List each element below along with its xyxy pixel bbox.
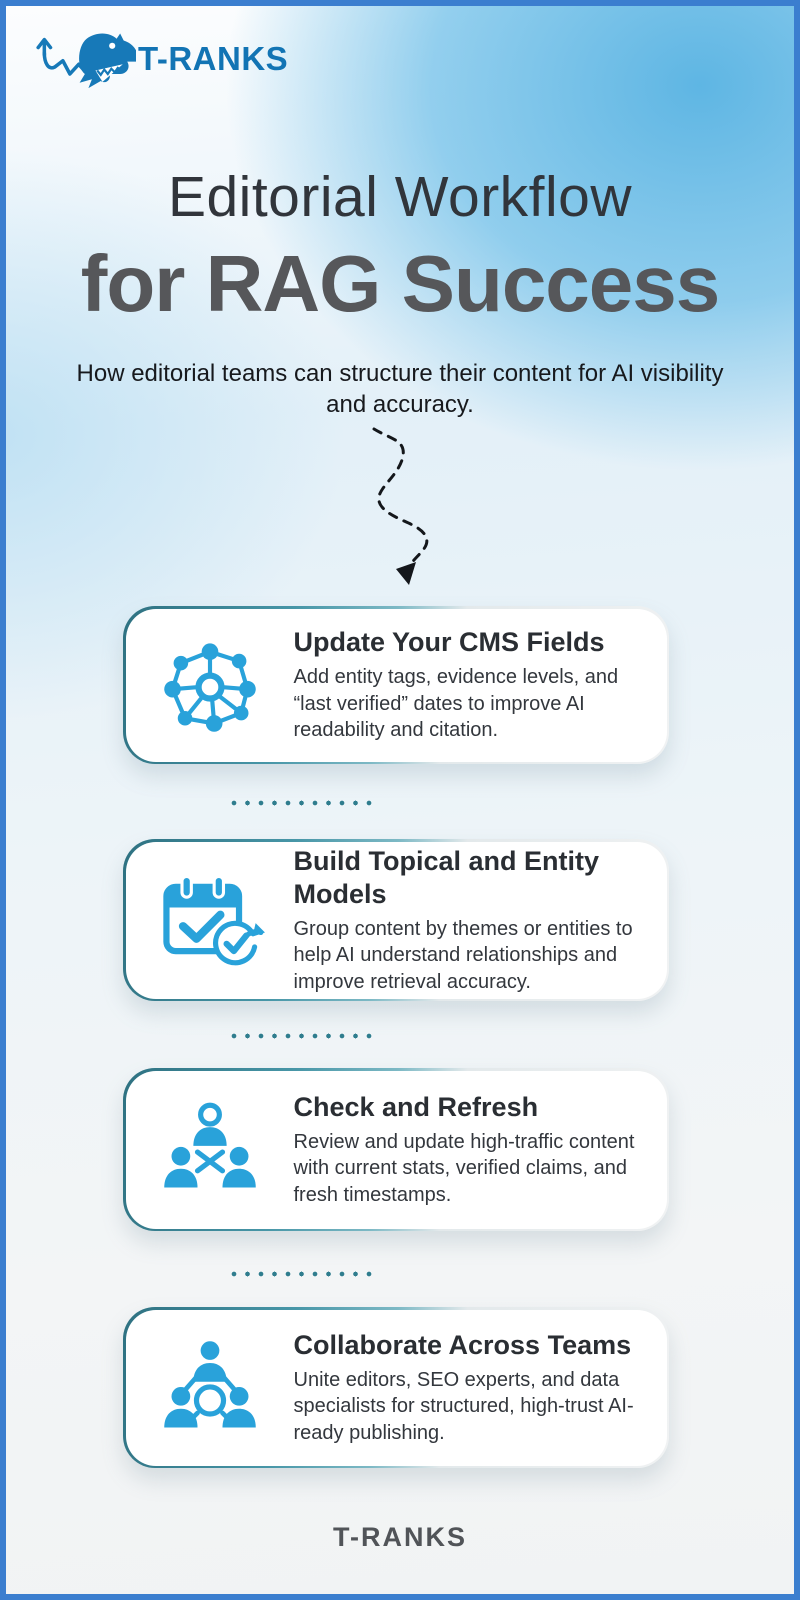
card-title: Collaborate Across Teams	[293, 1329, 632, 1360]
card-body: Review and update high-traffic content with current stats, verified claims, and fresh timestamps.	[293, 1130, 635, 1206]
step-card-collaborate	[123, 1307, 669, 1468]
network-graph-icon	[126, 633, 294, 737]
page-title-line2: for RAG Success	[80, 239, 720, 328]
step-card-topical-models	[123, 839, 669, 1001]
card-title: Build Topical and Entity Models	[293, 845, 600, 909]
dotted-separator	[230, 1032, 376, 1040]
calendar-check-sync-icon	[126, 868, 294, 972]
trex-trend-arrow-icon	[32, 28, 136, 90]
card-body: Group content by themes or entities to help AI understand relationships and improve retrieval accuracy.	[293, 917, 633, 993]
team-hierarchy-icon	[126, 1336, 294, 1440]
page-subtitle: How editorial teams can structure their content for AI visibility and accuracy.	[76, 360, 724, 419]
step-card-check-refresh	[123, 1068, 669, 1231]
footer-brand-text: T-RANKS	[333, 1522, 467, 1552]
card-title: Update Your CMS Fields	[293, 627, 605, 658]
dotted-separator	[230, 1270, 376, 1278]
brand-logo-text: T-RANKS	[138, 40, 289, 77]
card-body: Unite editors, SEO experts, and data specialists for structured, high-trust AI-ready publishing.	[293, 1368, 634, 1444]
brand-logo	[32, 28, 288, 90]
dotted-separator	[230, 799, 376, 807]
card-title: Check and Refresh	[293, 1091, 539, 1122]
step-card-update-cms	[123, 606, 669, 764]
card-body: Add entity tags, evidence levels, and “last verified” dates to improve AI readability and citation.	[293, 666, 619, 742]
squiggle-arrow-down-icon	[358, 426, 444, 588]
page-title-line1: Editorial Workflow	[167, 165, 633, 229]
team-exchange-icon	[126, 1098, 294, 1202]
